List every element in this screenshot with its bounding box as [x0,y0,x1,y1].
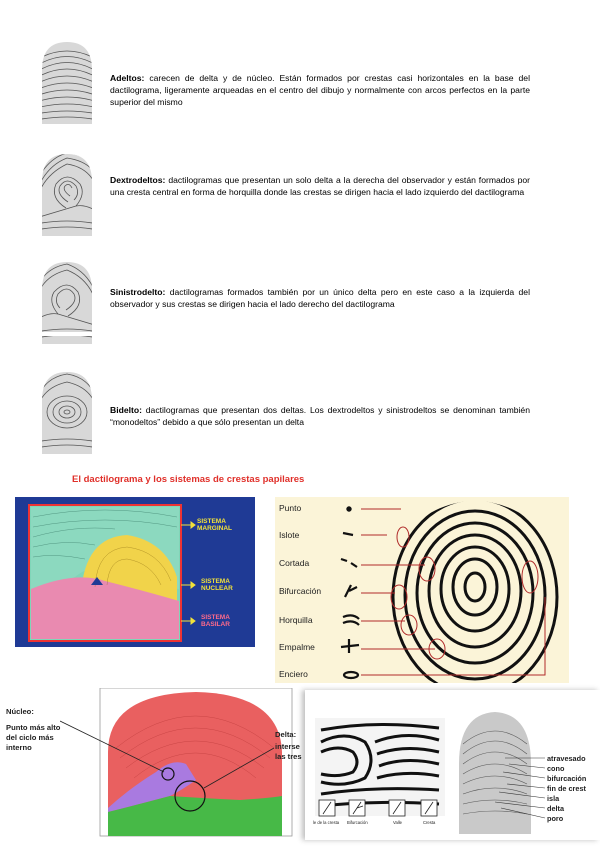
ridge-systems-diagram [15,497,255,647]
type-name: Sinistrodelto: [110,287,166,297]
type-description [110,174,530,198]
type-text: carecen de delta y de núcleo. Están formados por crestas casi horizontales en la base del dactilograma, ligeramente arqueadas en el centro del dibujo y normalmente con arcos perfectos en la parte superior del mismo [110,73,530,107]
minutiae-label: Bifurcación [279,586,322,596]
ridge-detail-panel [305,690,600,840]
nucleo-title: Núcleo: [6,707,34,716]
nucleo-line: interno [6,743,32,752]
fingerprint-image [36,152,98,236]
nucleo-line: Punto más alto [6,723,61,732]
fingerprint-image [36,370,98,454]
type-description [110,286,530,310]
minutiae-label: Cortada [279,558,310,568]
delta-line: las tres [275,752,302,761]
ridge-feature-label: fin de crest [547,784,586,793]
ridge-feature-label: cono [547,764,565,773]
system-basilar-label: SISTEMA BASILAR [201,614,230,628]
type-text: dactilogramas que presentan dos deltas. Los dextrodeltos y sinistrodeltos se denominan también “monodeltos” debido a que sólo presentan un delta [110,405,530,427]
minutiae-label: Enciero [279,669,308,679]
ridge-feature-label: poro [547,814,564,823]
type-description [110,72,530,108]
delta-annotation [275,730,302,762]
ridge-feature-label: delta [547,804,565,813]
ridge-caption: le de la cresta [313,820,340,825]
type-text: dactilogramas formados también por un único delta pero en este caso a la izquierda del observador y sus crestas se dirigen hacia el lado derecho del dactilograma [110,287,530,309]
fingerprint-image [36,40,98,124]
delta-line: interse [275,742,300,751]
ridge-feature-label: isla [547,794,560,803]
delta-title: Delta: [275,730,297,739]
section-title: El dactilograma y los sistemas de crestas papilares [72,474,305,485]
type-name: Bidelto: [110,405,142,415]
type-description [110,404,530,428]
nucleus-delta-fingerprint-image [60,688,310,838]
ridge-feature-label: bifurcación [547,774,587,783]
type-name: Dextrodeltos: [110,175,166,185]
fingerprint-image [36,260,98,344]
minutiae-label: Horquilla [279,615,313,625]
minutiae-diagram [275,497,569,683]
ridge-caption: Bifurcación [347,820,368,825]
system-nuclear-label: SISTEMA NUCLEAR [201,578,233,592]
type-text: dactilogramas que presentan un solo delta a la derecha del observador y están formados por una cresta central en forma de horquilla donde las crestas se dirigen hacia el lado izquierdo del dactilograma [110,175,530,197]
ridge-caption: Valle [393,820,403,825]
system-marginal-label: SISTEMA MARGINAL [197,518,233,532]
nucleo-line: del ciclo más [6,733,54,742]
minutiae-label: Islote [279,530,300,540]
minutiae-label: Punto [279,503,302,513]
type-name: Adeltos: [110,73,145,83]
minutiae-label: Empalme [279,642,315,652]
nucleo-annotation [6,707,60,753]
ridge-feature-label: atravesado [547,754,586,763]
ridge-caption: Cresta [423,820,436,825]
